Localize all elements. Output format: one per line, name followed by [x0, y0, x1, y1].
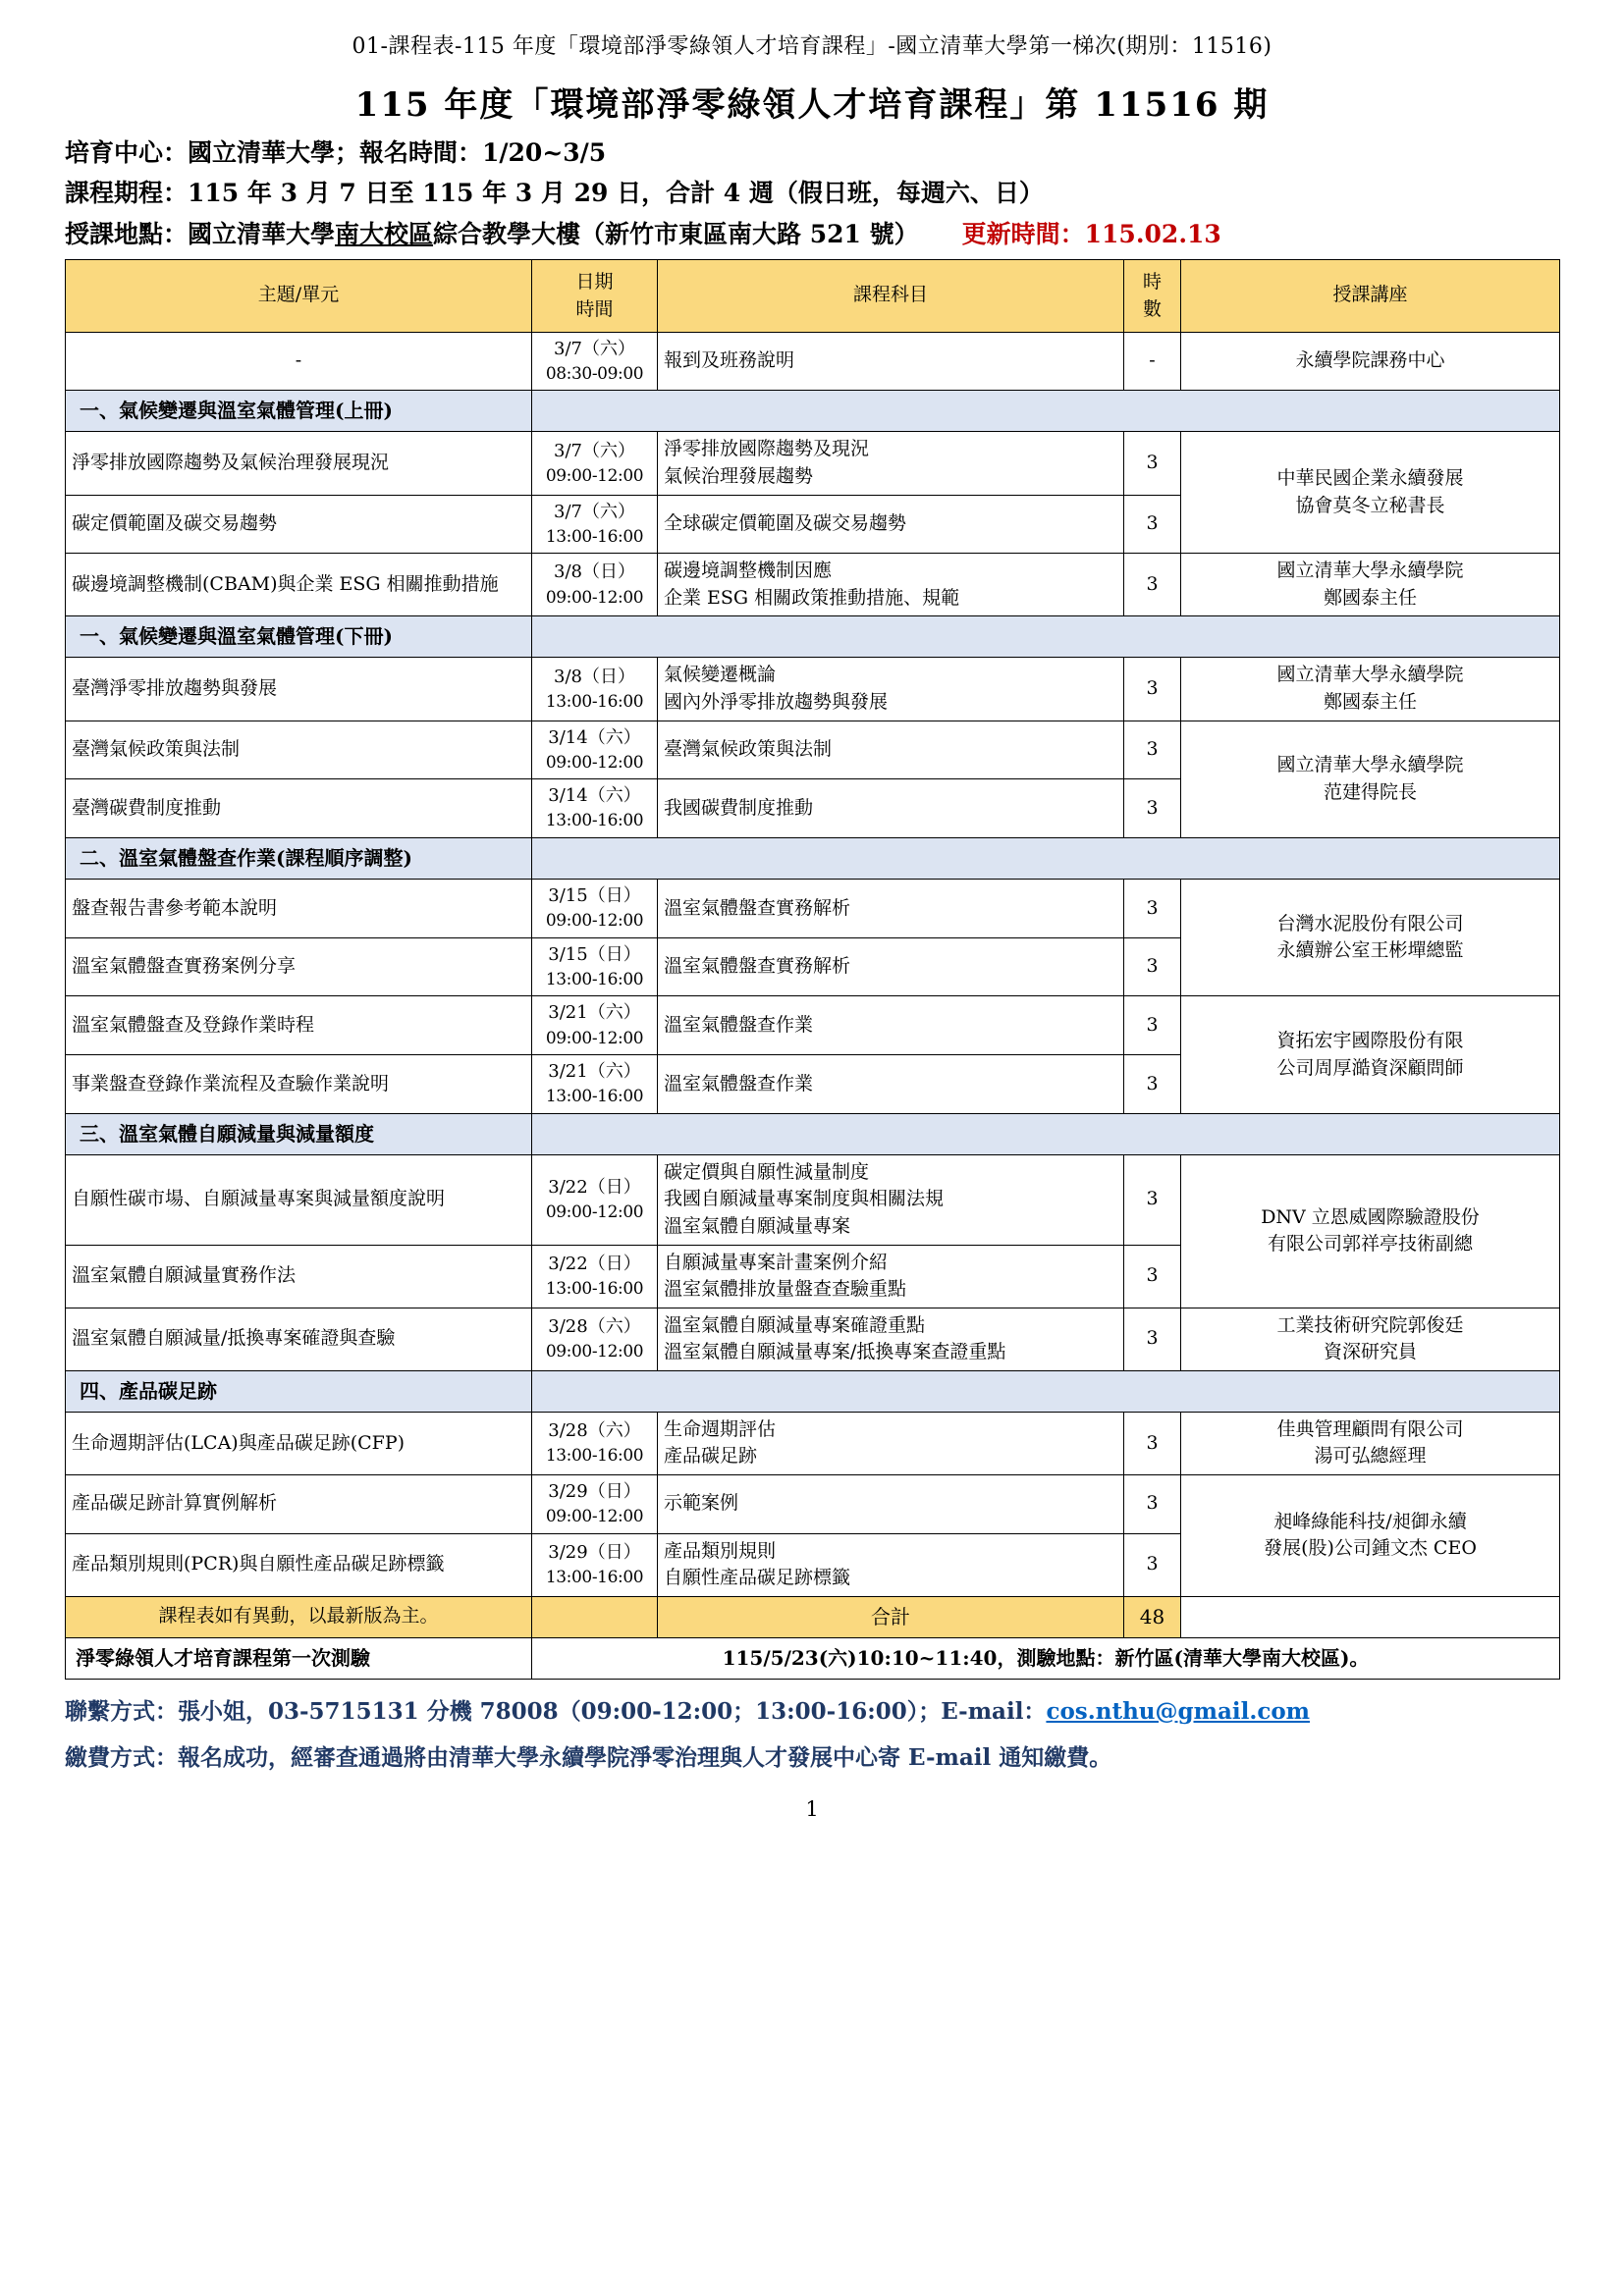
table-row: [66, 1154, 1560, 1245]
cell-hours: 3: [1124, 1055, 1181, 1114]
total-blank: [532, 1596, 658, 1637]
contact-text: 聯繫方式：張小姐，03-5715131 分機 78008（09:00-12:00；13:00-16:00）；E-mail：: [65, 1697, 1047, 1725]
cell-hours: -: [1124, 332, 1181, 391]
cell-time: 13:00-16:00: [545, 1567, 644, 1587]
lecturer-line: 昶峰綠能科技/昶御永續: [1273, 1510, 1467, 1532]
cell-time: 13:00-16:00: [545, 811, 644, 831]
cell-datetime: [532, 996, 658, 1055]
info-venue-line: [65, 219, 1559, 249]
cell-topic: 盤查報告書參考範本說明: [66, 879, 532, 937]
cell-topic: 產品碳足跡計算實例解析: [66, 1474, 532, 1533]
venue-suffix: 綜合教學大樓（新竹市東區南大路 521 號）: [433, 219, 919, 248]
course-subject-line: 氣候治理發展趨勢: [664, 465, 814, 488]
cell-course-subjects: [658, 332, 1124, 391]
total-empty: [1181, 1596, 1560, 1637]
cell-datetime: [532, 1055, 658, 1114]
lecturer-line: 公司周厚澔資深顧問師: [1276, 1056, 1464, 1079]
table-row: [66, 721, 1560, 779]
cell-time: 08:30-09:00: [545, 363, 644, 384]
cell-topic: -: [66, 332, 532, 391]
cell-topic: 臺灣淨零排放趨勢與發展: [66, 658, 532, 721]
cell-lecturer: [1181, 432, 1560, 554]
cell-hours: 3: [1124, 1245, 1181, 1308]
lecturer-line: 永續辦公室王彬墠總監: [1276, 939, 1464, 962]
cell-topic: 溫室氣體盤查實務案例分享: [66, 937, 532, 996]
lecturer-line: 國立清華大學永續學院: [1276, 560, 1464, 582]
course-subject-line: 碳邊境調整機制因應: [664, 560, 833, 582]
lecturer-line: 范建得院長: [1323, 780, 1417, 803]
exam-detail: 115/5/23(六)10:10~11:40，測驗地點：新竹區(清華大學南大校區)。: [532, 1637, 1560, 1679]
cell-topic: 自願性碳市場、自願減量專案與減量額度說明: [66, 1154, 532, 1245]
section-label: 一、氣候變遷與溫室氣體管理(上冊): [66, 391, 532, 432]
cell-datetime: [532, 779, 658, 838]
cell-datetime: [532, 1154, 658, 1245]
section-label: 三、溫室氣體自願減量與減量額度: [66, 1113, 532, 1154]
section-header-row: [66, 837, 1560, 879]
venue-prefix: 授課地點：國立清華大學: [65, 219, 336, 248]
course-subject-line: 國內外淨零排放趨勢與發展: [664, 690, 889, 713]
document-header-line: 01-課程表-115 年度「環境部淨零綠領人才培育課程」-國立清華大學第一梯次(期別：11516): [352, 34, 1272, 59]
lecturer-line: 國立清華大學永續學院: [1276, 664, 1464, 686]
cell-topic: 溫室氣體自願減量/抵換專案確證與查驗: [66, 1308, 532, 1370]
cell-lecturer: [1181, 658, 1560, 721]
table-row: [66, 879, 1560, 937]
cell-hours: 3: [1124, 432, 1181, 495]
cell-date: 3/8（日）: [554, 666, 635, 687]
cell-date: 3/7（六）: [554, 501, 635, 522]
cell-datetime: [532, 1474, 658, 1533]
cell-date: 3/8（日）: [554, 561, 635, 583]
cell-lecturer: [1181, 1474, 1560, 1596]
cell-date: 3/22（日）: [548, 1253, 641, 1274]
course-subject-line: 溫室氣體盤查作業: [664, 1072, 814, 1095]
lecturer-line: 有限公司郭祥亭技術副總: [1267, 1233, 1473, 1255]
page-title: 115 年度「環境部淨零綠領人才培育課程」第 11516 期: [354, 85, 1270, 125]
lecturer-line: 中華民國企業永續發展: [1276, 467, 1464, 490]
course-subject-line: 生命週期評估: [664, 1417, 777, 1440]
venue-campus: 南大校區: [335, 219, 434, 248]
cell-datetime: [532, 879, 658, 937]
update-time-label: 更新時間：115.02.13: [961, 219, 1221, 248]
cell-date: 3/15（日）: [548, 884, 641, 906]
section-header-row: [66, 1113, 1560, 1154]
course-subject-line: 溫室氣體排放量盤查查驗重點: [664, 1278, 907, 1301]
cell-time: 09:00-12:00: [545, 1506, 644, 1526]
section-blank-cell: [532, 1370, 1560, 1412]
cell-date: 3/7（六）: [554, 440, 635, 461]
cell-hours: 3: [1124, 1412, 1181, 1474]
section-blank-cell: [532, 837, 1560, 879]
cell-course-subjects: [658, 1412, 1124, 1474]
col-header-course: 課程科目: [658, 259, 1124, 332]
col-header-datetime: [532, 259, 658, 332]
cell-topic: 溫室氣體盤查及登錄作業時程: [66, 996, 532, 1055]
section-header-row: [66, 616, 1560, 658]
cell-topic: 生命週期評估(LCA)與產品碳足跡(CFP): [66, 1412, 532, 1474]
cell-datetime: [532, 554, 658, 616]
contact-email-link[interactable]: cos.nthu@gmail.com: [1046, 1697, 1311, 1725]
course-subject-line: 自願減量專案計畫案例介紹: [664, 1251, 889, 1273]
cell-datetime: [532, 1308, 658, 1370]
table-row: [66, 1412, 1560, 1474]
cell-date: 3/15（日）: [548, 943, 641, 965]
cell-time: 13:00-16:00: [545, 1446, 644, 1466]
lecturer-line: 資深研究員: [1323, 1341, 1417, 1363]
cell-course-subjects: [658, 1154, 1124, 1245]
course-subject-line: 碳定價與自願性減量制度: [664, 1160, 870, 1183]
total-hours-value: 48: [1124, 1596, 1181, 1637]
cell-course-subjects: [658, 1245, 1124, 1308]
cell-hours: 3: [1124, 495, 1181, 554]
col-header-hours-l1: 時: [1142, 270, 1162, 293]
col-header-hours-l2: 數: [1142, 298, 1162, 321]
cell-datetime: [532, 1245, 658, 1308]
cell-lecturer: [1181, 1154, 1560, 1308]
cell-date: 3/14（六）: [548, 726, 641, 748]
cell-lecturer: [1181, 879, 1560, 995]
cell-course-subjects: [658, 1308, 1124, 1370]
course-subject-line: 產品類別規則: [664, 1539, 777, 1562]
cell-course-subjects: [658, 879, 1124, 937]
exam-name: 淨零綠領人才培育課程第一次測驗: [66, 1637, 532, 1679]
cell-hours: 3: [1124, 879, 1181, 937]
col-header-topic: 主題/單元: [66, 259, 532, 332]
cell-time: 13:00-16:00: [545, 1087, 644, 1107]
course-subject-line: 全球碳定價範圍及碳交易趨勢: [664, 512, 907, 535]
cell-datetime: [532, 495, 658, 554]
table-row: [66, 554, 1560, 616]
cell-lecturer: [1181, 1308, 1560, 1370]
cell-topic: 溫室氣體自願減量實務作法: [66, 1245, 532, 1308]
cell-course-subjects: [658, 1055, 1124, 1114]
col-header-time: 時間: [575, 298, 614, 321]
cell-time: 09:00-12:00: [545, 911, 644, 932]
cell-time: 09:00-12:00: [545, 1028, 644, 1048]
course-subject-line: 溫室氣體盤查實務解析: [664, 955, 851, 978]
cell-time: 13:00-16:00: [545, 691, 644, 712]
col-header-date: 日期: [575, 270, 614, 293]
cell-course-subjects: [658, 1474, 1124, 1533]
cell-topic: 臺灣碳費制度推動: [66, 779, 532, 838]
cell-date: 3/28（六）: [548, 1315, 641, 1337]
course-subject-line: 溫室氣體自願減量專案/抵換專案查證重點: [664, 1341, 1006, 1363]
table-row: [66, 432, 1560, 495]
cell-course-subjects: [658, 658, 1124, 721]
cell-topic: 碳定價範圍及碳交易趨勢: [66, 495, 532, 554]
course-subject-line: 我國碳費制度推動: [664, 796, 814, 819]
lecturer-line: 湯可弘總經理: [1314, 1445, 1427, 1468]
cell-datetime: [532, 1412, 658, 1474]
cell-time: 09:00-12:00: [545, 1201, 644, 1222]
cell-date: 3/29（日）: [548, 1480, 641, 1502]
course-schedule-table: [65, 259, 1560, 1680]
cell-datetime: [532, 937, 658, 996]
table-row: [66, 1474, 1560, 1533]
cell-time: 09:00-12:00: [545, 752, 644, 773]
cell-lecturer: [1181, 721, 1560, 837]
cell-hours: 3: [1124, 658, 1181, 721]
cell-datetime: [532, 1533, 658, 1596]
course-subject-line: 溫室氣體自願減量專案: [664, 1215, 851, 1237]
cell-date: 3/21（六）: [548, 1061, 641, 1083]
col-header-hours: [1124, 259, 1181, 332]
table-head: [66, 259, 1560, 332]
lecturer-line: 工業技術研究院郭俊廷: [1276, 1313, 1464, 1336]
lecturer-line: 台灣水泥股份有限公司: [1276, 912, 1464, 934]
exam-row: [66, 1637, 1560, 1679]
cell-datetime: [532, 332, 658, 391]
cell-hours: 3: [1124, 937, 1181, 996]
lecturer-line: 佳典管理顧問有限公司: [1276, 1417, 1464, 1440]
section-blank-cell: [532, 391, 1560, 432]
table-row: [66, 658, 1560, 721]
cell-date: 3/14（六）: [548, 785, 641, 807]
section-label: 二、溫室氣體盤查作業(課程順序調整): [66, 837, 532, 879]
course-subject-line: 臺灣氣候政策與法制: [664, 738, 833, 761]
cell-course-subjects: [658, 721, 1124, 779]
lecturer-line: 國立清華大學永續學院: [1276, 754, 1464, 776]
info-period-line: 課程期程：115 年 3 月 7 日至 115 年 3 月 29 日，合計 4 週（假日班，每週六、日）: [65, 179, 1044, 208]
cell-topic: 淨零排放國際趨勢及氣候治理發展現況: [66, 432, 532, 495]
section-blank-cell: [532, 1113, 1560, 1154]
page-number: 1: [805, 1796, 819, 1821]
cell-course-subjects: [658, 432, 1124, 495]
section-label: 一、氣候變遷與溫室氣體管理(下冊): [66, 616, 532, 658]
table-row: [66, 1308, 1560, 1370]
course-subject-line: 產品碳足跡: [664, 1445, 758, 1468]
lecturer-line: 鄭國泰主任: [1323, 690, 1417, 713]
cell-date: 3/21（六）: [548, 1002, 641, 1024]
cell-time: 13:00-16:00: [545, 1278, 644, 1299]
course-subject-line: 我國自願減量專案制度與相關法規: [664, 1188, 945, 1210]
contact-line: [65, 1693, 1559, 1726]
cell-hours: 3: [1124, 779, 1181, 838]
course-subject-line: 自願性產品碳足跡標籤: [664, 1567, 851, 1589]
course-subject-line: 企業 ESG 相關政策推動措施、規範: [664, 586, 960, 609]
cell-topic: 產品類別規則(PCR)與自願性產品碳足跡標籤: [66, 1533, 532, 1596]
info-center-line: 培育中心：國立清華大學；報名時間：1/20~3/5: [65, 138, 607, 167]
cell-time: 13:00-16:00: [545, 969, 644, 989]
cell-date: 3/7（六）: [554, 338, 635, 359]
lecturer-line: 永續學院課務中心: [1295, 349, 1445, 372]
cell-lecturer: [1181, 332, 1560, 391]
cell-hours: 3: [1124, 996, 1181, 1055]
cell-hours: 3: [1124, 554, 1181, 616]
cell-topic: 事業盤查登錄作業流程及查驗作業說明: [66, 1055, 532, 1114]
course-subject-line: 示範案例: [664, 1492, 739, 1515]
lecturer-line: DNV 立恩威國際驗證股份: [1261, 1205, 1480, 1228]
cell-hours: 3: [1124, 1154, 1181, 1245]
lecturer-line: 協會莫冬立秘書長: [1295, 494, 1445, 516]
cell-datetime: [532, 658, 658, 721]
course-subject-line: 溫室氣體盤查實務解析: [664, 896, 851, 919]
course-subject-line: 溫室氣體盤查作業: [664, 1014, 814, 1037]
cell-course-subjects: [658, 779, 1124, 838]
course-subject-line: 氣候變遷概論: [664, 664, 777, 686]
cell-lecturer: [1181, 554, 1560, 616]
cell-time: 09:00-12:00: [545, 1341, 644, 1362]
lecturer-line: 資拓宏宇國際股份有限: [1276, 1030, 1464, 1052]
cell-datetime: [532, 721, 658, 779]
cell-date: 3/22（日）: [548, 1176, 641, 1198]
section-blank-cell: [532, 616, 1560, 658]
section-label: 四、產品碳足跡: [66, 1370, 532, 1412]
table-body: [66, 332, 1560, 1679]
table-row: [66, 332, 1560, 391]
cell-hours: 3: [1124, 721, 1181, 779]
cell-course-subjects: [658, 1533, 1124, 1596]
cell-course-subjects: [658, 996, 1124, 1055]
cell-date: 3/29（日）: [548, 1541, 641, 1563]
course-subject-line: 淨零排放國際趨勢及現況: [664, 438, 870, 460]
section-header-row: [66, 391, 1560, 432]
cell-course-subjects: [658, 937, 1124, 996]
total-row: [66, 1596, 1560, 1637]
col-header-lecturer: 授課講座: [1181, 259, 1560, 332]
total-label: 合計: [658, 1596, 1124, 1637]
cell-time: 09:00-12:00: [545, 587, 644, 608]
course-subject-line: 報到及班務說明: [664, 349, 795, 372]
cell-lecturer: [1181, 1412, 1560, 1474]
table-row: [66, 996, 1560, 1055]
cell-hours: 3: [1124, 1308, 1181, 1370]
cell-lecturer: [1181, 996, 1560, 1113]
cell-hours: 3: [1124, 1474, 1181, 1533]
cell-topic: 臺灣氣候政策與法制: [66, 721, 532, 779]
payment-line: 繳費方式：報名成功，經審查通過將由清華大學永續學院淨零治理與人才發展中心寄 E-mail 通知繳費。: [65, 1743, 1112, 1771]
cell-datetime: [532, 432, 658, 495]
cell-topic: 碳邊境調整機制(CBAM)與企業 ESG 相關推動措施: [66, 554, 532, 616]
lecturer-line: 鄭國泰主任: [1323, 586, 1417, 609]
cell-time: 09:00-12:00: [545, 465, 644, 486]
cell-course-subjects: [658, 554, 1124, 616]
cell-time: 13:00-16:00: [545, 526, 644, 547]
lecturer-line: 發展(股)公司鍾文杰 CEO: [1264, 1537, 1477, 1560]
cell-course-subjects: [658, 495, 1124, 554]
table-header-row: [66, 259, 1560, 332]
section-header-row: [66, 1370, 1560, 1412]
total-note: 課程表如有異動，以最新版為主。: [66, 1596, 532, 1637]
cell-date: 3/28（六）: [548, 1419, 641, 1441]
cell-hours: 3: [1124, 1533, 1181, 1596]
course-subject-line: 溫室氣體自願減量專案確證重點: [664, 1313, 926, 1336]
